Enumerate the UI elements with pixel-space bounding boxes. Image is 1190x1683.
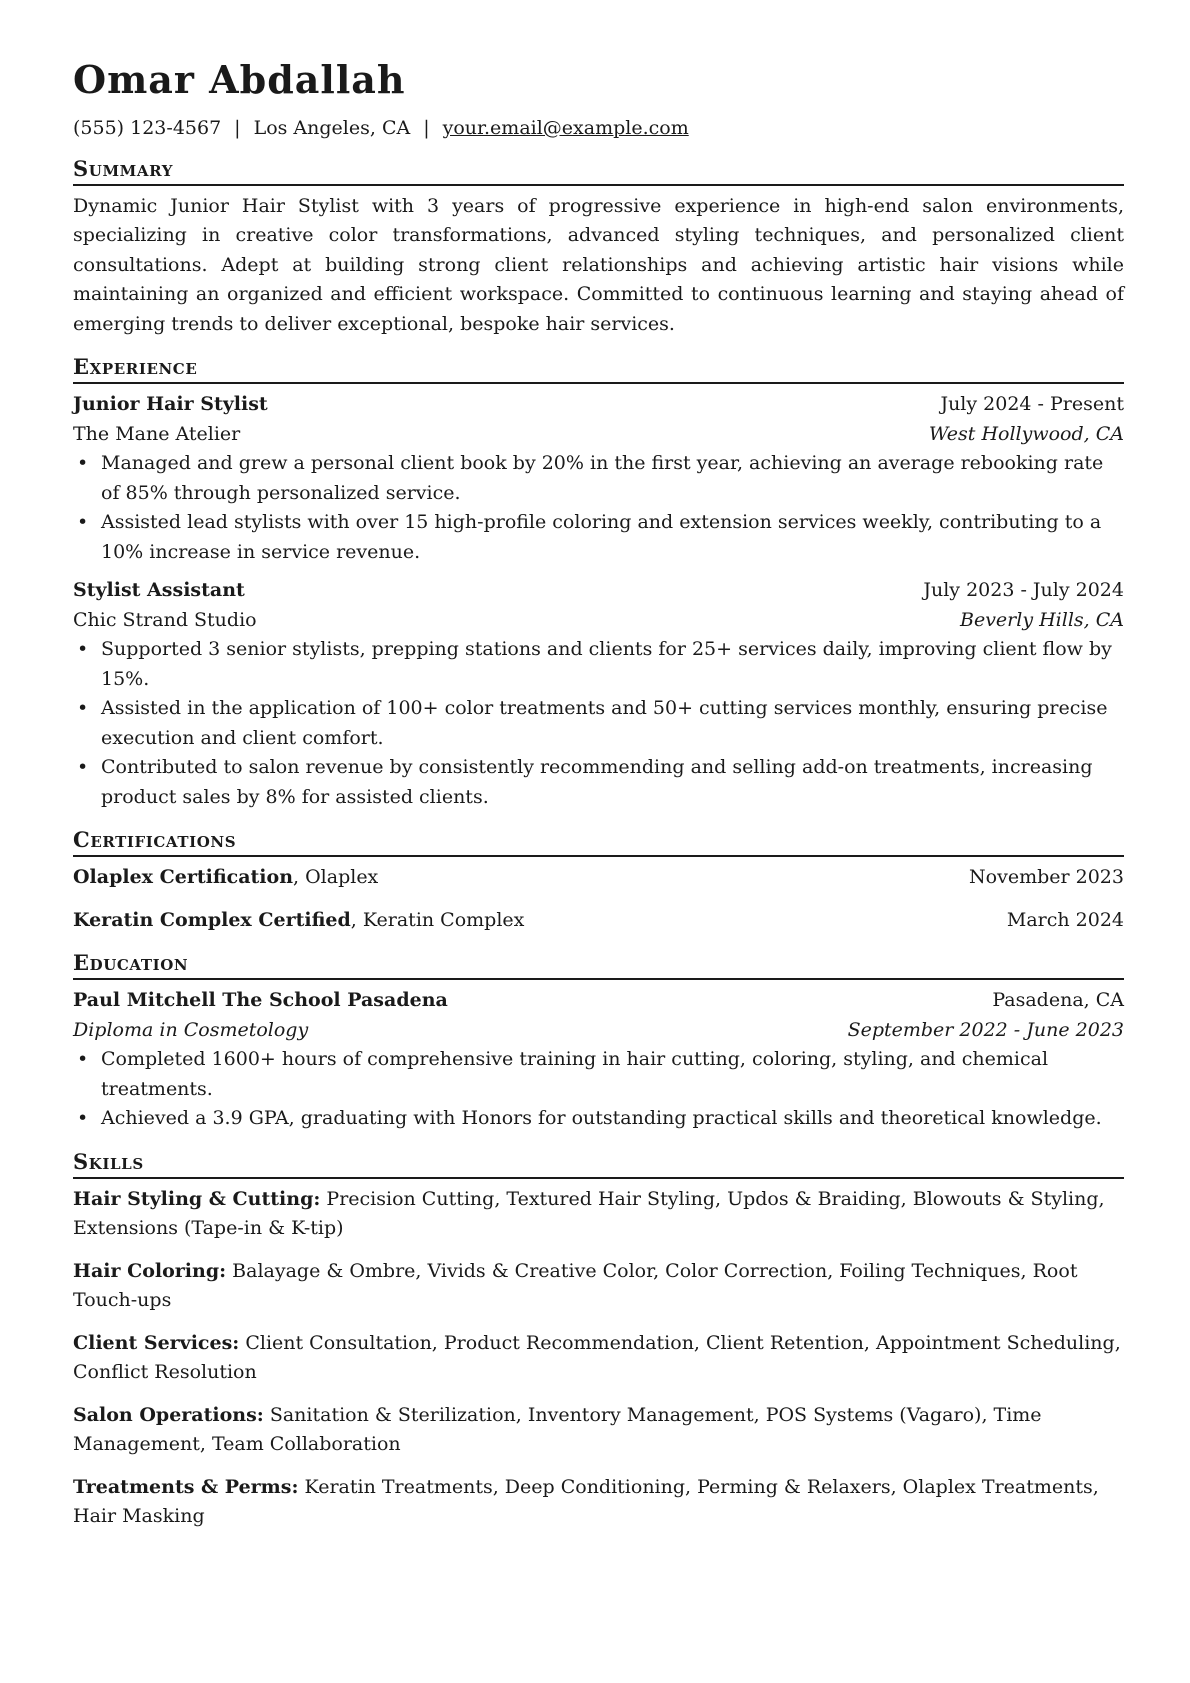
certification-date: March 2024 — [1006, 908, 1124, 931]
summary-heading: Summary — [73, 155, 1124, 186]
certification-row — [73, 863, 1124, 893]
certification-issuer: , Keratin Complex — [350, 908, 525, 931]
skill-label: Treatments & Perms: — [73, 1475, 299, 1498]
skill-group — [73, 1401, 1124, 1460]
email-link[interactable]: your.email@example.com — [442, 117, 689, 139]
contact-separator: | — [423, 117, 430, 139]
job-dates: July 2023 - July 2024 — [923, 579, 1124, 601]
skill-label: Salon Operations: — [73, 1403, 264, 1426]
certification-row — [73, 906, 1124, 936]
education-dates: September 2022 - June 2023 — [847, 1018, 1124, 1041]
skill-items: Precision Cutting, Textured Hair Styling, Updos & Braiding, Blowouts & Styling, Extensions (Tape-in & K-tip) — [73, 1187, 1105, 1239]
certification-name: Keratin Complex Certified — [73, 908, 351, 931]
contact-separator: | — [234, 117, 241, 139]
job-company: The Mane Atelier — [73, 422, 241, 445]
education-heading: Education — [73, 949, 1124, 980]
skill-items: Client Consultation, Product Recommendation, Client Retention, Appointment Scheduling, Conflict Resolution — [73, 1331, 1121, 1383]
job-bullet: • Assisted in the application of 100+ color treatments and 50+ cutting services monthly, ensuring precise execution and client comfort. — [101, 694, 1124, 753]
job-entry — [73, 390, 1124, 567]
skill-group — [73, 1185, 1124, 1244]
certifications-heading: Certifications — [73, 826, 1124, 857]
skill-group — [73, 1257, 1124, 1316]
education-bullet: • Achieved a 3.9 GPA, graduating with Honors for outstanding practical skills and theoretical knowledge. — [101, 1104, 1124, 1134]
skills-heading: Skills — [73, 1148, 1124, 1179]
job-dates: July 2024 - Present — [940, 393, 1124, 415]
certification-name: Olaplex Certification — [73, 866, 294, 888]
skill-group — [73, 1329, 1124, 1388]
skill-group — [73, 1473, 1124, 1532]
education-bullet: • Completed 1600+ hours of comprehensive training in hair cutting, coloring, styling, and chemical treatments. — [101, 1045, 1124, 1104]
education-subheader — [73, 1016, 1124, 1046]
job-bullets — [73, 635, 1124, 812]
job-header — [73, 390, 1124, 420]
skill-label: Hair Coloring: — [73, 1259, 227, 1282]
candidate-name: Omar Abdallah — [73, 57, 406, 102]
job-subheader — [73, 606, 1124, 636]
certifications-section — [73, 826, 1124, 935]
phone-number: (555) 123-4567 — [73, 117, 222, 139]
skill-items: Sanitation & Sterilization, Inventory Management, POS Systems (Vagaro), Time Management, Team Collaboration — [73, 1403, 1042, 1455]
job-role: Junior Hair Stylist — [73, 393, 268, 415]
skill-label: Client Services: — [73, 1331, 240, 1354]
degree-name: Diploma in Cosmetology — [73, 1018, 309, 1041]
job-bullet: • Supported 3 senior stylists, prepping stations and clients for 25+ services daily, improving client flow by 15%. — [101, 635, 1124, 694]
certification-entry — [73, 863, 378, 893]
summary-text: Dynamic Junior Hair Stylist with 3 years of progressive experience in high-end salon environments, specializing in creative color transformations, advanced styling techniques, and personalized client consultations. Adept at building strong client relationships and achieving artistic hair visions while maintaining an organized and efficient workspace. Committed to continuous learning and staying ahead of emerging trends to deliver exceptional, bespoke hair services. — [73, 194, 1124, 335]
summary-section — [73, 155, 1124, 340]
job-header — [73, 576, 1124, 606]
job-bullet: • Managed and grew a personal client book by 20% in the first year, achieving an average rebooking rate of 85% through personalized service. — [101, 449, 1124, 508]
education-header — [73, 986, 1124, 1016]
contact-line — [73, 114, 1124, 144]
school-location: Pasadena, CA — [992, 989, 1124, 1011]
job-entry — [73, 576, 1124, 812]
skill-items: Balayage & Ombre, Vivids & Creative Color, Color Correction, Foiling Techniques, Root Touch-ups — [73, 1259, 1078, 1311]
experience-section — [73, 353, 1124, 812]
skill-items: Keratin Treatments, Deep Conditioning, Perming & Relaxers, Olaplex Treatments, Hair Masking — [73, 1475, 1099, 1527]
skills-section — [73, 1148, 1124, 1532]
location: Los Angeles, CA — [253, 117, 411, 139]
education-section — [73, 949, 1124, 1134]
job-company: Chic Strand Studio — [73, 608, 257, 631]
job-bullet: • Contributed to salon revenue by consistently recommending and selling add-on treatments, increasing product sales by 8% for assisted clients. — [101, 753, 1124, 812]
certification-date: November 2023 — [969, 866, 1124, 888]
certification-entry — [73, 906, 524, 936]
experience-heading: Experience — [73, 353, 1124, 384]
job-location: Beverly Hills, CA — [959, 608, 1124, 631]
job-location: West Hollywood, CA — [928, 422, 1124, 445]
skill-label: Hair Styling & Cutting: — [73, 1187, 321, 1210]
education-bullets — [73, 1045, 1124, 1134]
school-name: Paul Mitchell The School Pasadena — [73, 989, 448, 1011]
job-subheader — [73, 420, 1124, 450]
certification-issuer: , Olaplex — [293, 866, 379, 888]
job-bullet: • Assisted lead stylists with over 15 high-profile coloring and extension services weekly, contributing to a 10% increase in service revenue. — [101, 508, 1124, 567]
job-bullets — [73, 449, 1124, 567]
job-role: Stylist Assistant — [73, 579, 245, 601]
